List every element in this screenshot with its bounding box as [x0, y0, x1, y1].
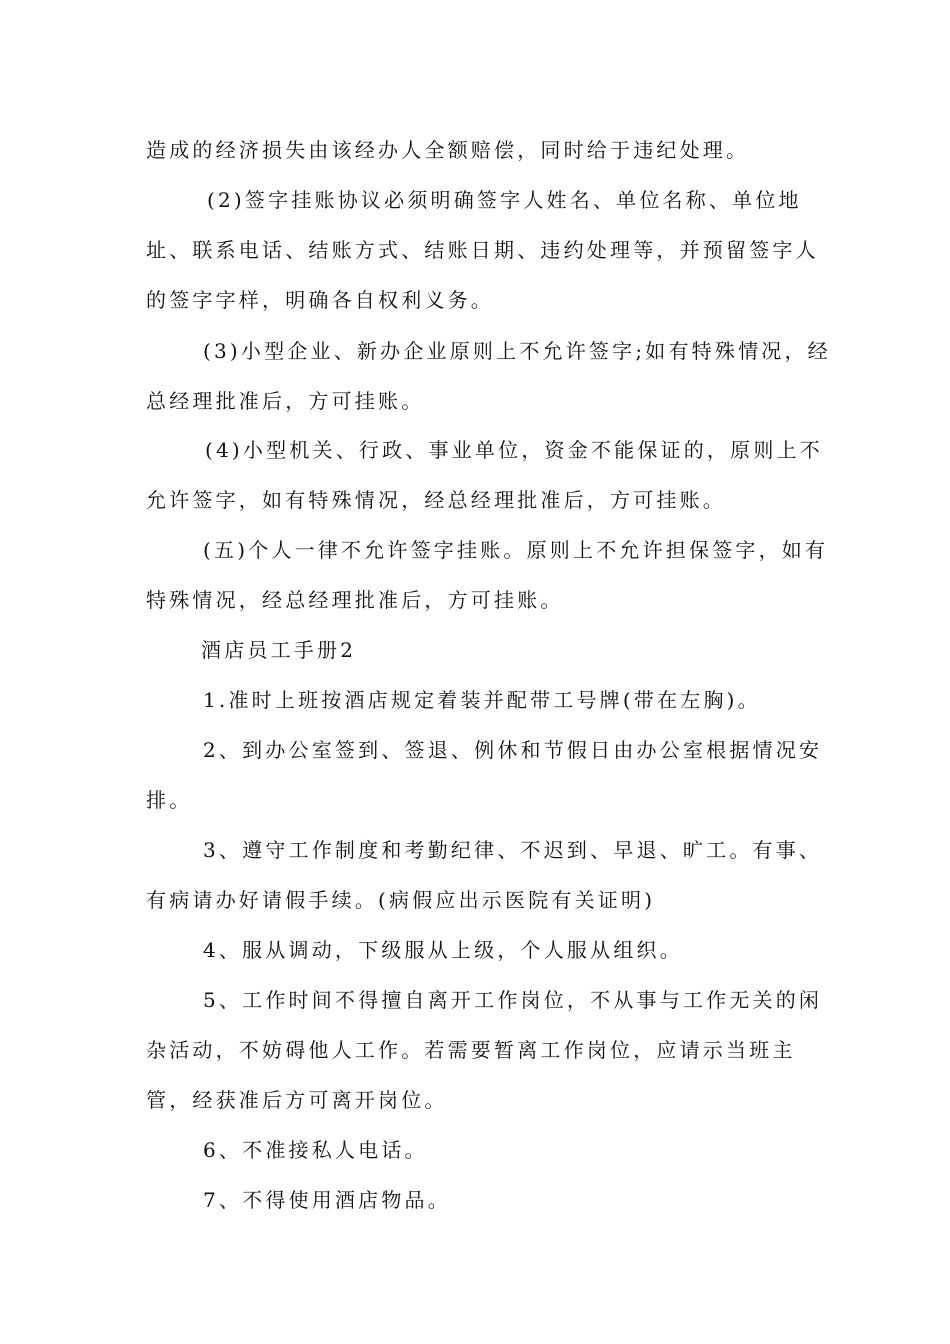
text-line-13: 2、到办公室签到、签退、例休和节假日由办公室根据情况安 [203, 738, 823, 762]
text-line-2: (2)签字挂账协议必须明确签字人姓名、单位名称、单位地 [207, 188, 802, 212]
text-line-1: 造成的经济损失由该经办人全额赔偿，同时给于违纪处理。 [146, 138, 750, 162]
text-line-19: 杂活动，不妨碍他人工作。若需要暂离工作岗位，应请示当班主 [146, 1038, 796, 1062]
text-line-8: 允许签字，如有特殊情况，经总经理批准后，方可挂账。 [146, 488, 726, 512]
text-line-22: 7、不得使用酒店物品。 [203, 1188, 451, 1212]
text-line-16: 有病请办好请假手续。(病假应出示医院有关证明) [146, 888, 656, 912]
text-line-6: 总经理批准后，方可挂账。 [146, 389, 425, 413]
text-line-7: (4)小型机关、行政、事业单位，资金不能保证的，原则上不 [205, 438, 823, 462]
text-line-4: 的签字字样，明确各自权利义务。 [146, 288, 494, 312]
text-line-14: 排。 [146, 788, 193, 812]
text-line-10: 特殊情况，经总经理批准后，方可挂账。 [146, 588, 564, 612]
section-heading: 酒店员工手册2 [201, 638, 357, 662]
text-line-20: 管，经获准后方可离开岗位。 [146, 1088, 448, 1112]
text-line-5: (3)小型企业、新办企业原则上不允许签字;如有特殊情况，经 [203, 339, 831, 363]
text-line-12: 1.准时上班按酒店规定着装并配带工号牌(带在左胸)。 [203, 688, 761, 712]
text-line-17: 4、服从调动，下级服从上级，个人服从组织。 [203, 938, 683, 962]
text-line-9: (五)个人一律不允许签字挂账。原则上不允许担保签字，如有 [203, 538, 829, 562]
text-line-3: 址、联系电话、结账方式、结账日期、违约处理等，并预留签字人 [146, 238, 819, 262]
text-line-21: 6、不准接私人电话。 [203, 1138, 428, 1162]
text-line-18: 5、工作时间不得擅自离开工作岗位，不从事与工作无关的闲 [203, 988, 823, 1012]
text-line-15: 3、遵守工作制度和考勤纪律、不迟到、早退、旷工。有事、 [203, 838, 823, 862]
